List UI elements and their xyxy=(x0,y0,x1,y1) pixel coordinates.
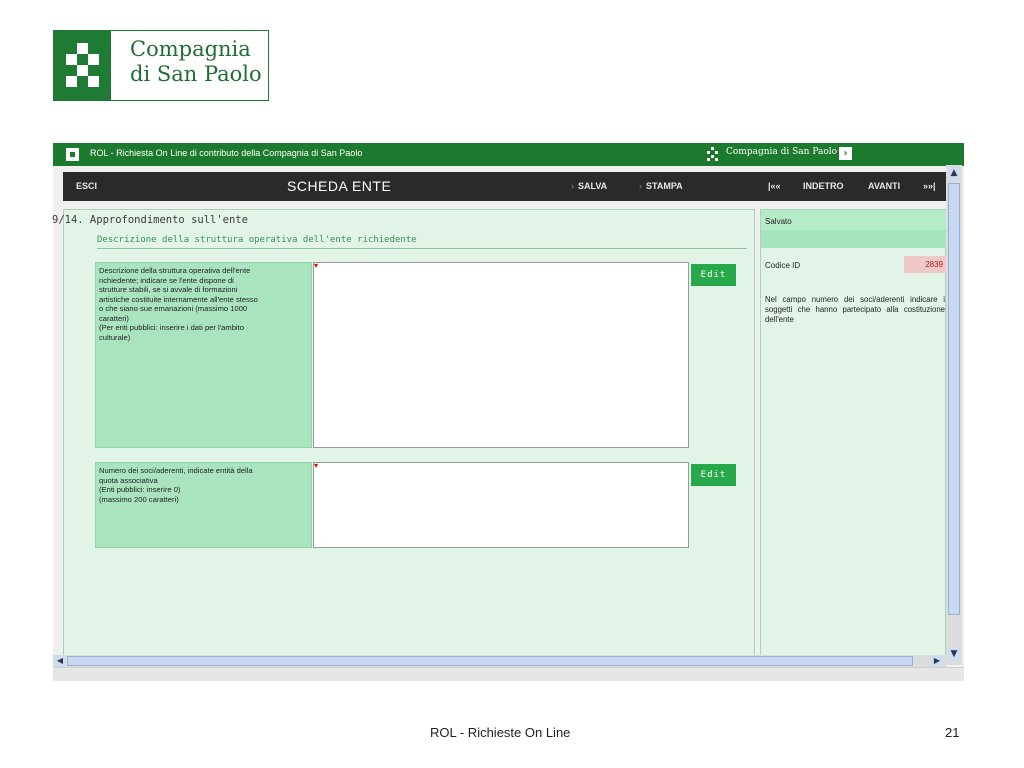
horizontal-scrollbar[interactable] xyxy=(53,655,946,667)
required-marker-icon: ▾ xyxy=(314,261,319,270)
vertical-scroll-thumb[interactable] xyxy=(948,183,960,615)
field-label-members xyxy=(95,462,312,548)
structure-textarea[interactable] xyxy=(313,262,689,448)
window-titlebar xyxy=(53,143,964,166)
info-note: Nel campo numero dei soci/aderenti indicare i soggetti che hanno partecipato alla costituzione dell'ente xyxy=(765,295,945,324)
form-panel xyxy=(52,209,755,657)
app-icon xyxy=(66,148,79,161)
label-line: caratteri) xyxy=(99,313,129,323)
label-line: artistiche costituite internamente all'ente stesso xyxy=(99,294,258,304)
saved-bar xyxy=(761,230,946,248)
label-line: (massimo 200 caratteri) xyxy=(99,494,179,504)
vertical-scrollbar[interactable] xyxy=(946,165,962,665)
required-marker-icon: ▾ xyxy=(314,461,319,470)
info-panel xyxy=(760,209,946,657)
label-line: Descrizione della struttura operativa dell'ente xyxy=(99,266,251,275)
status-bar xyxy=(53,667,964,681)
codice-value: 2839 xyxy=(904,256,946,273)
label-line: culturale) xyxy=(99,332,131,342)
scroll-left-icon[interactable]: ◀ xyxy=(54,655,66,667)
label-line: quota associativa xyxy=(99,475,158,485)
page-number: 21 xyxy=(945,725,960,740)
logo-mark-icon xyxy=(54,31,111,100)
saved-label: Salvato xyxy=(765,217,792,226)
scroll-down-icon[interactable]: ▼ xyxy=(948,648,960,661)
section-title: 9/14. Approfondimento sull'ente xyxy=(52,214,248,226)
app-window xyxy=(53,143,964,680)
edit-structure-button[interactable]: Edit xyxy=(691,264,736,286)
next-button[interactable]: AVANTI xyxy=(868,181,901,191)
forward-icon[interactable]: › xyxy=(839,147,852,160)
edit-members-button[interactable]: Edit xyxy=(691,464,736,486)
label-line: strutture stabili, se si avvale di formazioni xyxy=(99,285,238,294)
field-label-structure xyxy=(95,262,312,448)
last-page-button[interactable]: »»| xyxy=(923,181,936,191)
subsection-title: Descrizione della struttura operativa dell'ente richiedente xyxy=(97,235,747,249)
label-line: Numero dei soci/aderenti, indicate entità della xyxy=(99,466,253,475)
codice-label: Codice ID xyxy=(765,261,801,270)
window-brand: Compagnia di San Paolo xyxy=(726,147,838,157)
toolbar xyxy=(63,172,946,201)
compagnia-logo xyxy=(53,30,269,101)
members-textarea[interactable] xyxy=(313,462,689,548)
save-button[interactable]: › SALVA xyxy=(571,181,608,191)
exit-button[interactable]: ESCI xyxy=(76,181,98,191)
logo-line-2: di San Paolo xyxy=(130,62,262,86)
saved-status xyxy=(761,210,946,248)
back-button[interactable]: INDETRO xyxy=(803,181,844,191)
window-title: ROL - Richiesta On Line di contributo della Compagnia di San Paolo xyxy=(90,148,363,158)
page-heading: SCHEDA ENTE xyxy=(287,178,392,194)
logo-line-1: Compagnia xyxy=(130,37,251,61)
label-line: o che siano sue emanazioni (massimo 1000 xyxy=(99,304,248,313)
print-button[interactable]: › STAMPA xyxy=(639,181,683,191)
first-page-button[interactable]: |«« xyxy=(768,181,781,191)
footer-text: ROL - Richieste On Line xyxy=(430,725,571,740)
label-line: richiedente; indicare se l'ente dispone di xyxy=(99,275,234,285)
scroll-up-icon[interactable]: ▲ xyxy=(948,167,960,180)
horizontal-scroll-thumb[interactable] xyxy=(67,656,913,666)
brand-mark-icon xyxy=(705,146,720,161)
scroll-right-icon[interactable]: ▶ xyxy=(931,655,943,667)
label-line: (Enti pubblici: inserire 0) xyxy=(99,485,181,494)
logo-text xyxy=(130,37,262,87)
label-line: (Per enti pubblici: inserire i dati per l'ambito xyxy=(99,323,244,332)
